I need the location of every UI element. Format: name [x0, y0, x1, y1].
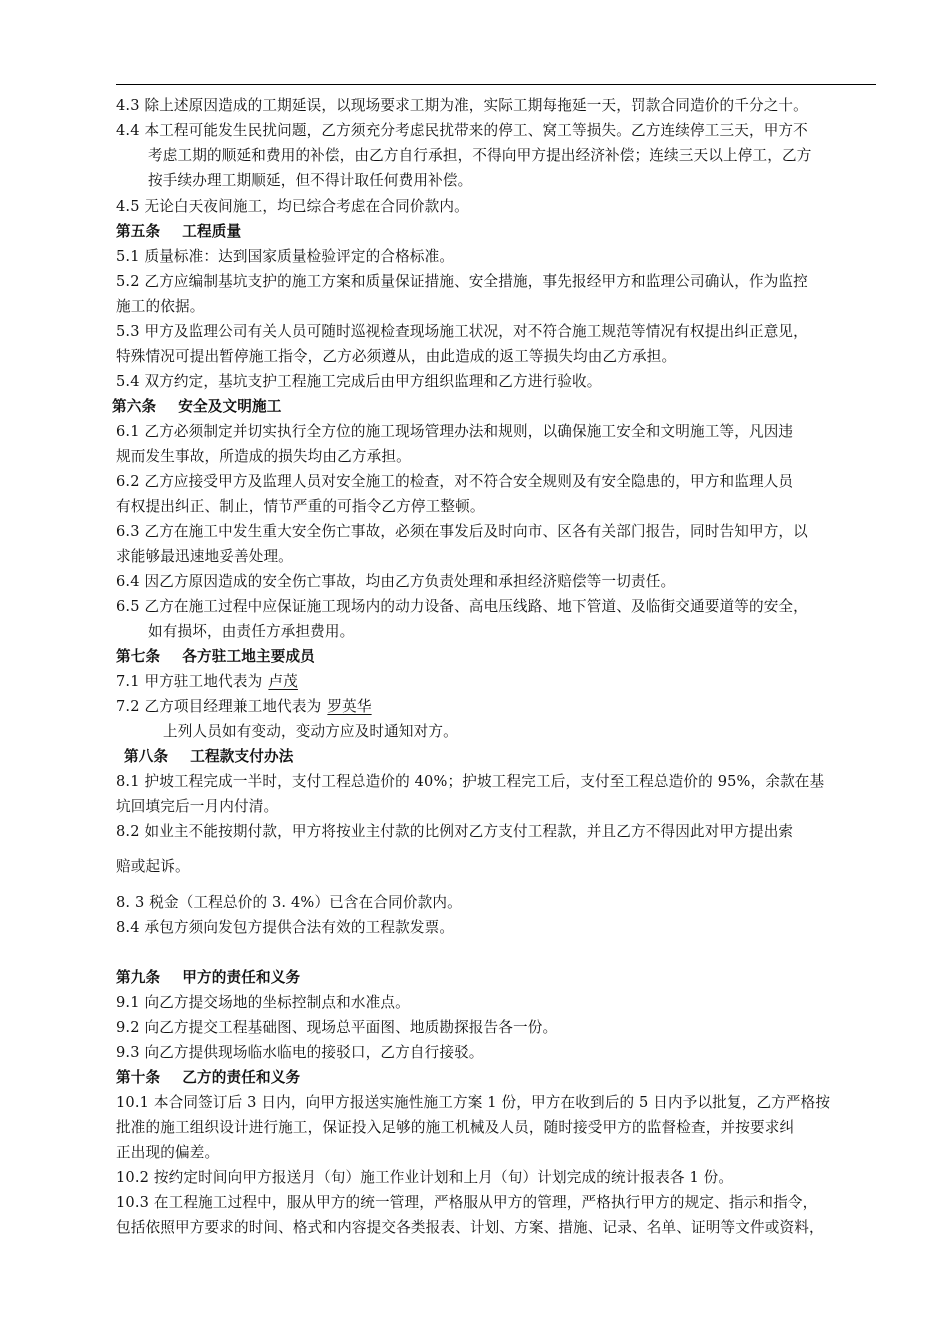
clause-6-5: 6.5 乙方在施工过程中应保证施工现场内的动力设备、高电压线路、地下管道、及临街交通要道等的安全，: [116, 598, 808, 615]
clause-6-2: 6.2 乙方应接受甲方及监理人员对安全施工的检查，对不符合安全规则及有安全隐患的，甲方和监理人员: [116, 473, 794, 490]
clause-6-5-cont: 如有损坏，由责任方承担费用。: [148, 623, 355, 640]
contractor-manager-name: 罗英华: [327, 698, 372, 715]
clause-5-1: 5.1 质量标准：达到国家质量检验评定的合格标准。: [116, 248, 455, 265]
clause-8-2: 8.2 如业主不能按期付款，甲方将按业主付款的比例对乙方支付工程款，并且乙方不得因此对甲方提出索: [116, 823, 794, 840]
article-7-number: 第七条: [116, 648, 161, 665]
article-6-title: 安全及文明施工: [178, 398, 282, 415]
article-9-heading: [116, 968, 886, 988]
article-9-title: 甲方的责任和义务: [182, 969, 301, 986]
clause-4-5: 4.5 无论白天夜间施工，均已综合考虑在合同价款内。: [116, 198, 469, 215]
clause-10-1-cont: 批准的施工组织设计进行施工，保证投入足够的施工机械及人员，随时接受甲方的监督检查，并按要求纠: [116, 1119, 795, 1136]
clause-6-2-cont: 有权提出纠正、制止，情节严重的可指令乙方停工整顿。: [116, 498, 485, 515]
clause-10-2: 10.2 按约定时间向甲方报送月（旬）施工作业计划和上月（旬）计划完成的统计报表各 1 份。: [116, 1169, 734, 1186]
clause-8-3: 8. 3 税金（工程总价的 3. 4%）已含在合同价款内。: [116, 894, 462, 911]
article-6-heading: [112, 397, 882, 417]
clause-8-4: 8.4 承包方须向发包方提供合法有效的工程款发票。: [116, 919, 455, 936]
article-8-heading: [124, 747, 894, 767]
clause-8-2-cont: 赔或起诉。: [116, 858, 190, 875]
clause-8-1-cont: 坑回填完后一月内付清。: [116, 798, 279, 815]
clause-7-1: [116, 672, 886, 692]
clause-9-3: 9.3 向乙方提供现场临水临电的接驳口，乙方自行接驳。: [116, 1044, 484, 1061]
article-5-heading: [116, 222, 886, 242]
article-10-number: 第十条: [116, 1069, 161, 1086]
clause-5-3-cont: 特殊情况可提出暂停施工指令，乙方必须遵从，由此造成的返工等损失均由乙方承担。: [116, 348, 677, 365]
article-8-number: 第八条: [124, 748, 169, 765]
clause-6-1: 6.1 乙方必须制定并切实执行全方位的施工现场管理办法和规则，以确保施工安全和文明施工等，凡因违: [116, 423, 794, 440]
clause-10-3-cont: 包括依照甲方要求的时间、格式和内容提交各类报表、计划、方案、措施、记录、名单、证明等文件或资料，: [116, 1219, 824, 1236]
article-9-number: 第九条: [116, 969, 161, 986]
clause-10-1-cont: 正出现的偏差。: [116, 1144, 220, 1161]
clause-5-2-cont: 施工的依据。: [116, 298, 205, 315]
article-10-title: 乙方的责任和义务: [182, 1069, 301, 1086]
clause-7-2: [116, 697, 886, 717]
clause-7-1-label: 7.1 甲方驻工地代表为: [116, 673, 263, 690]
article-5-title: 工程质量: [182, 223, 242, 240]
article-7-heading: [116, 647, 886, 667]
clause-4-4-cont: 考虑工期的顺延和费用的补偿，由乙方自行承担，不得向甲方提出经济补偿；连续三天以上停工，乙方: [148, 147, 812, 164]
clause-7-2-label: 7.2 乙方项目经理兼工地代表为: [116, 698, 322, 715]
header-rule: [116, 84, 876, 85]
clause-10-3: 10.3 在工程施工过程中，服从甲方的统一管理，严格服从甲方的管理，严格执行甲方的规定、指示和指令，: [116, 1194, 818, 1211]
clause-5-4: 5.4 双方约定，基坑支护工程施工完成后由甲方组织监理和乙方进行验收。: [116, 373, 602, 390]
clause-5-3: 5.3 甲方及监理公司有关人员可随时巡视检查现场施工状况，对不符合施工规范等情况有权提出纠正意见，: [116, 323, 808, 340]
clause-4-3: 4.3 除上述原因造成的工期延误，以现场要求工期为准，实际工期每拖延一天，罚款合同造价的千分之十。: [116, 97, 808, 114]
article-6-number: 第六条: [112, 398, 157, 415]
clause-9-2: 9.2 向乙方提交工程基础图、现场总平面图、地质勘探报告各一份。: [116, 1019, 558, 1036]
article-8-title: 工程款支付办法: [190, 748, 294, 765]
clause-4-4-cont: 按手续办理工期顺延，但不得计取任何费用补偿。: [148, 172, 473, 189]
clause-5-2: 5.2 乙方应编制基坑支护的施工方案和质量保证措施、安全措施，事先报经甲方和监理公司确认，作为监控: [116, 273, 808, 290]
clause-6-1-cont: 规而发生事故，所造成的损失均由乙方承担。: [116, 448, 411, 465]
clause-6-3: 6.3 乙方在施工中发生重大安全伤亡事故，必须在事发后及时向市、区各有关部门报告，同时告知甲方，以: [116, 523, 808, 540]
article-10-heading: [116, 1068, 886, 1088]
clause-7-note: 上列人员如有变动，变动方应及时通知对方。: [163, 723, 458, 740]
clause-4-4: 4.4 本工程可能发生民扰问题，乙方须充分考虑民扰带来的停工、窝工等损失。乙方连续停工三天，甲方不: [116, 122, 808, 139]
clause-10-1: 10.1 本合同签订后 3 日内，向甲方报送实施性施工方案 1 份，甲方在收到后的 5 日内予以批复，乙方严格按: [116, 1094, 831, 1111]
clause-8-1: 8.1 护坡工程完成一半时，支付工程总造价的 40%；护坡工程完工后，支付至工程总造价的 95%，余款在基: [116, 773, 825, 790]
clause-9-1: 9.1 向乙方提交场地的坐标控制点和水准点。: [116, 994, 410, 1011]
owner-representative-name: 卢茂: [268, 673, 298, 690]
clause-6-4: 6.4 因乙方原因造成的安全伤亡事故，均由乙方负责处理和承担经济赔偿等一切责任。: [116, 573, 676, 590]
clause-6-3-cont: 求能够最迅速地妥善处理。: [116, 548, 293, 565]
article-5-number: 第五条: [116, 223, 161, 240]
article-7-title: 各方驻工地主要成员: [182, 648, 315, 665]
